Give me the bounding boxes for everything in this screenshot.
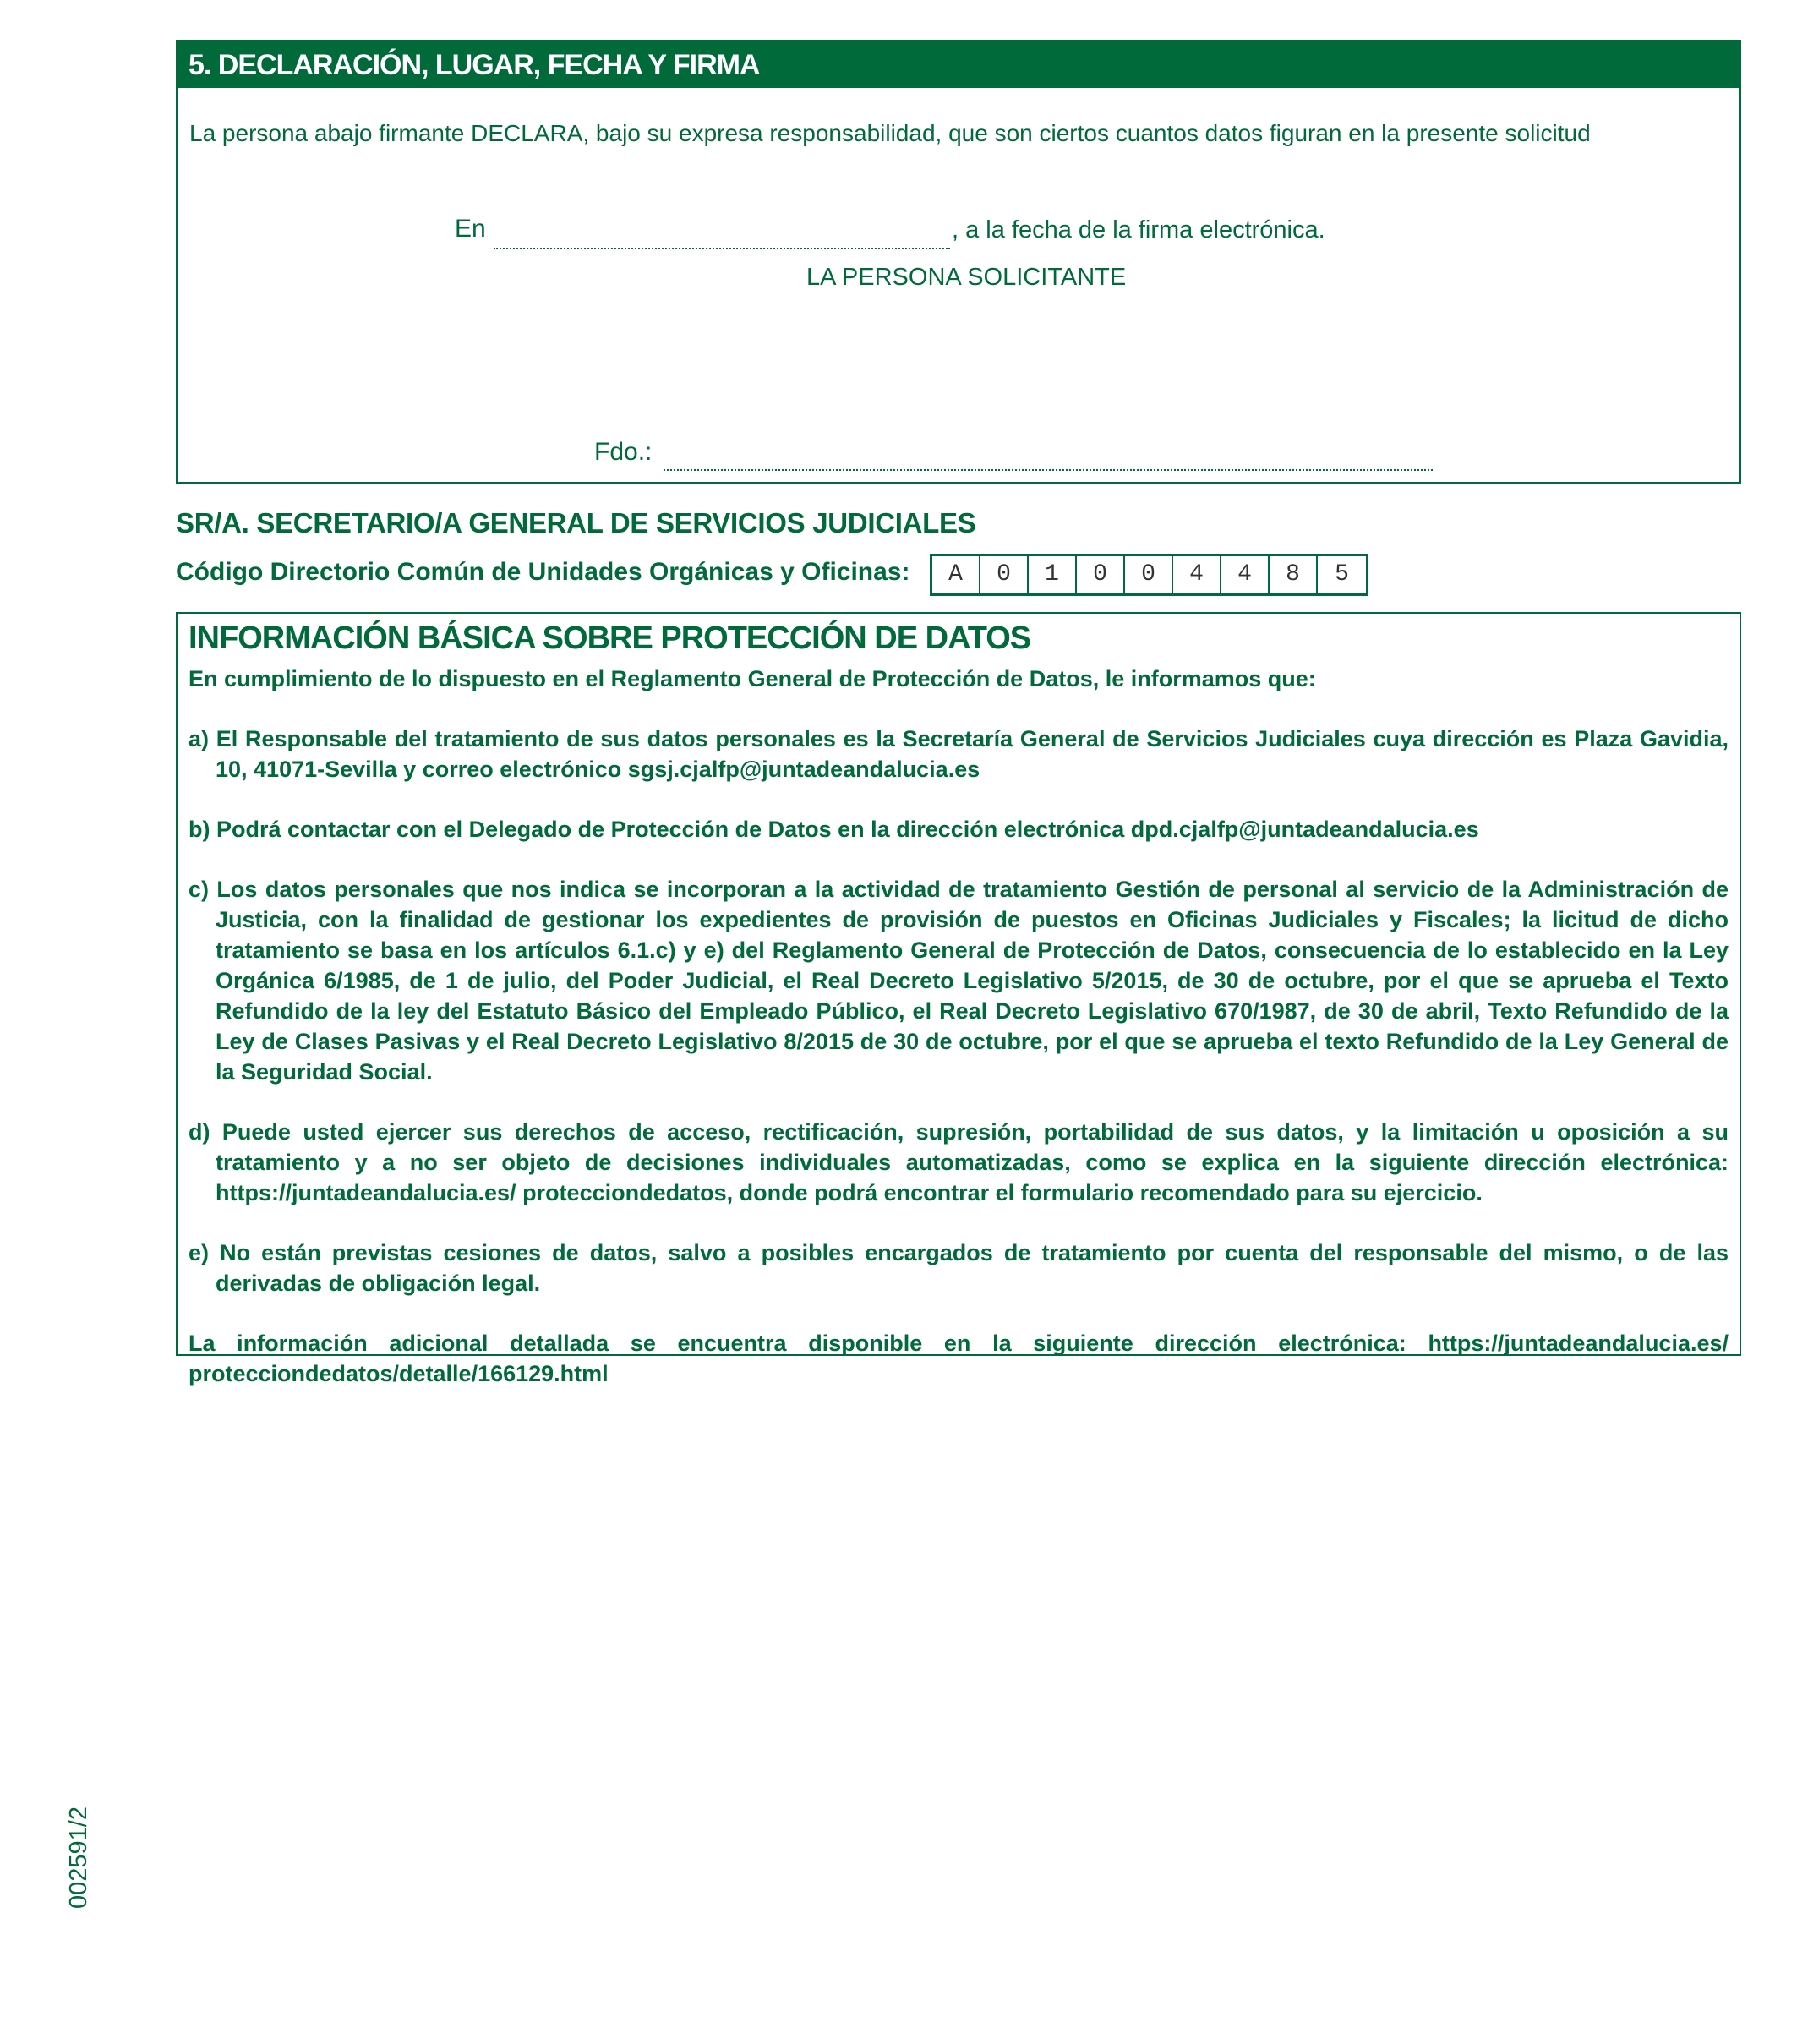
data-protection-item: e) No están previstas cesiones de datos, salvo a posibles encargados de tratamiento por cuenta del responsable del mismo, o de las derivadas de obligación legal. — [188, 1240, 1729, 1296]
declaration-section — [176, 40, 1741, 484]
addressee-title: SR/A. SECRETARIO/A GENERAL DE SERVICIOS JUDICIALES — [176, 507, 976, 538]
data-protection-additional: La información adicional detallada se encuentra disponible en la siguiente dirección electrónica: https://juntadeandalucia.es/ protecciondedatos/detalle/166129.html — [188, 1331, 1729, 1386]
code-char-box: 0 — [1125, 556, 1173, 593]
data-protection-item: a) El Responsable del tratamiento de sus datos personales es la Secretaría General de Servicios Judiciales cuya dirección es Plaza Gavidia, 10, 41071-Sevilla y correo electrónico sgsj.cjalfp@juntadeandalucia.es — [188, 726, 1729, 782]
code-char-box: 4 — [1221, 556, 1270, 593]
data-protection-item: b) Podrá contactar con el Delegado de Protección de Datos en la dirección electrónica dpd.cjalfp@juntadeandalucia.es — [188, 817, 1479, 842]
place-field[interactable] — [494, 248, 950, 249]
code-char-box: 1 — [1029, 556, 1077, 593]
form-code — [59, 1775, 97, 1910]
data-protection-item: d) Puede usted ejercer sus derechos de acceso, rectificación, supresión, portabilidad de sus datos, y la limitación u oposición a su tratamiento y a no ser objeto de decisiones individuales automatizadas, como se explica en la siguiente dirección electrónica: https://juntadeandalucia.es/ protecciondedatos, donde podrá encontrar el formulario recomendado para su ejercicio. — [188, 1119, 1729, 1205]
code-char-box: 5 — [1335, 561, 1349, 588]
signature-label: Fdo.: — [594, 438, 653, 466]
declaration-text: La persona abajo firmante DECLARA, bajo su expresa responsabilidad, que son ciertos cuantos datos figuran en la presente solicitud — [189, 120, 1591, 146]
directory-code-boxes — [930, 554, 1368, 596]
signer-title: LA PERSONA SOLICITANTE — [806, 264, 1127, 291]
signature-field[interactable] — [664, 469, 1433, 471]
code-char-box: 8 — [1270, 556, 1318, 593]
data-protection-item: c) Los datos personales que nos indica se incorporan a la actividad de tratamiento Gestión de personal al servicio de la Administración de Justicia, con la finalidad de gestionar los expedientes de provisión de puestos en Oficinas Judiciales y Fiscales; la licitud de dicho tratamiento se basa en los artículos 6.1.c) y e) del Reglamento General de Protección de Datos, consecuencia de lo establecido en la Ley Orgánica 6/1985, de 1 de julio, del Poder Judicial, el Real Decreto Legislativo 5/2015, de 30 de octubre, por el que se aprueba el Texto Refundido de la ley del Estatuto Básico del Empleado Público, el Real Decreto Legislativo 670/1987, de 30 de abril, Texto Refundido de la Ley de Clases Pasivas y el Real Decreto Legislativo 8/2015 de 30 de octubre, por el que se aprueba el texto Refundido de la Ley General de la Seguridad Social. — [188, 877, 1729, 1085]
form-code-text: 002591/2 — [65, 1806, 92, 1909]
place-label: En — [455, 215, 486, 243]
code-char-box: 0 — [980, 556, 1029, 593]
code-char-box: 0 — [1077, 556, 1125, 593]
data-protection-intro: En cumplimiento de lo dispuesto en el Reglamento General de Protección de Datos, le informamos que: — [188, 666, 1316, 691]
date-text: , a la fecha de la firma electrónica. — [952, 216, 1325, 243]
directory-code-label: Código Directorio Común de Unidades Orgánicas y Oficinas: — [176, 558, 910, 586]
data-protection-box — [176, 612, 1741, 1386]
section-heading: 5. DECLARACIÓN, LUGAR, FECHA Y FIRMA — [178, 42, 1739, 88]
code-char-box: 4 — [1173, 556, 1221, 593]
code-char-box: A — [932, 556, 980, 593]
data-protection-title: INFORMACIÓN BÁSICA SOBRE PROTECCIÓN DE DATOS — [188, 620, 1031, 656]
